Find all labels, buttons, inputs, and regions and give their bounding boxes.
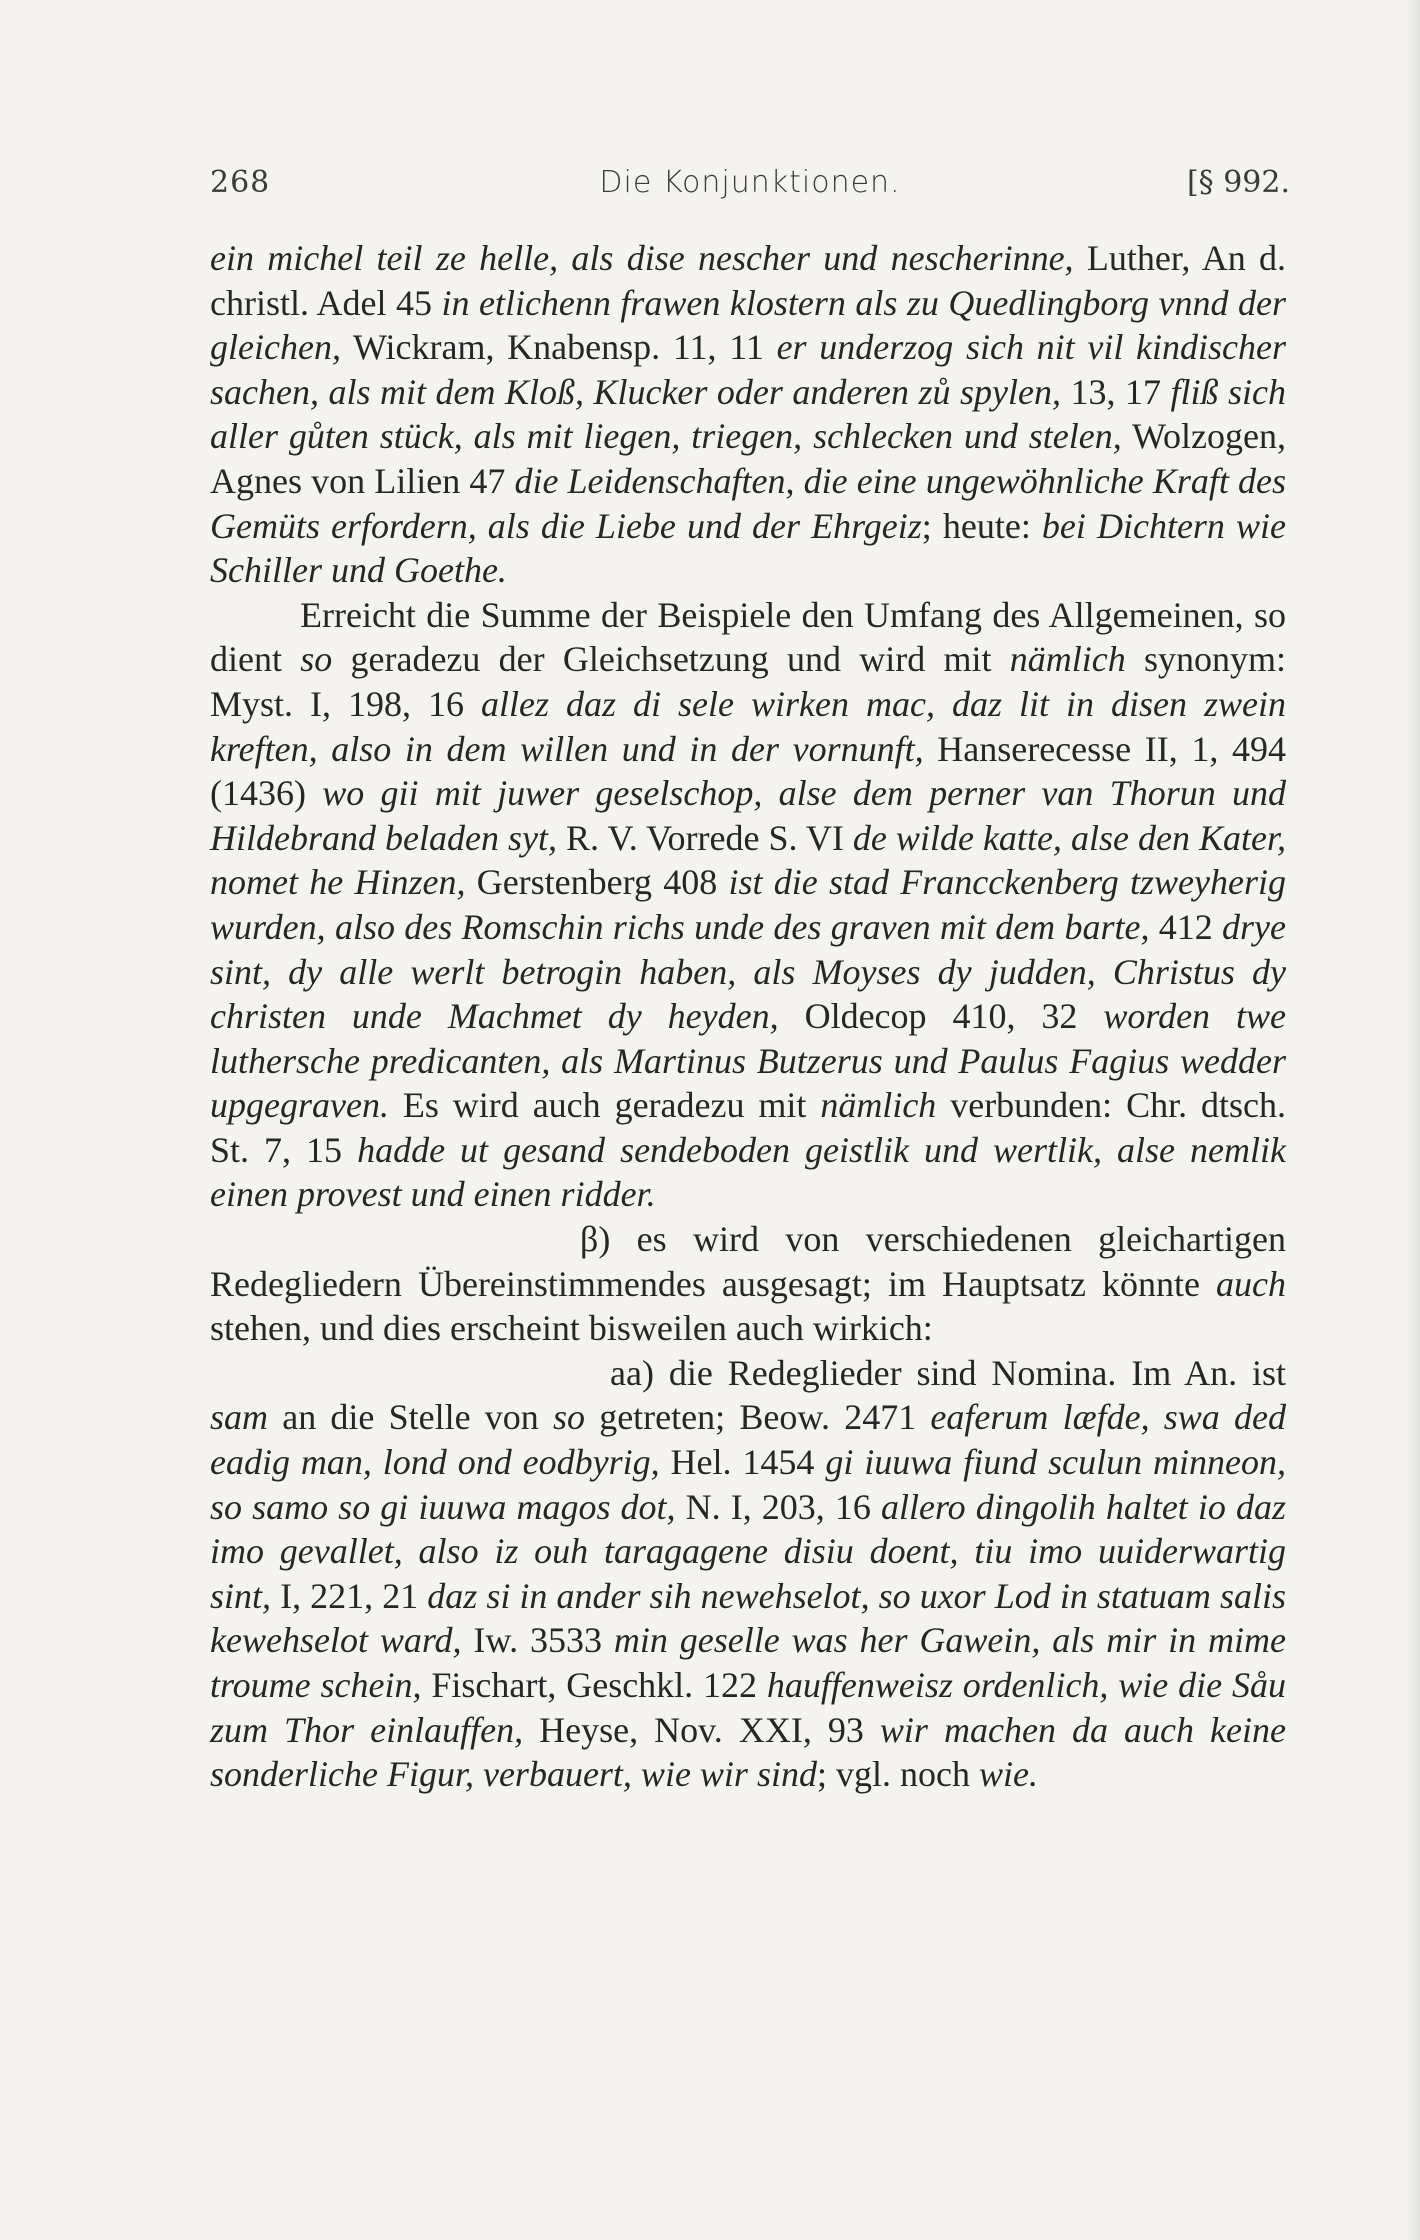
- italic-quote: ein michel teil ze helle, als dise nescher und nescherinne,: [210, 238, 1074, 278]
- body-text: [210, 236, 1286, 1797]
- reference-text: geradezu der Gleichsetzung und wird mit: [332, 639, 1010, 680]
- reference-text: Iw. 3533: [461, 1620, 614, 1661]
- italic-quote: er underzog sich nit vil kindischer sachen, als mit dem Kloß, Klucker oder anderen zů spylen,: [210, 327, 1286, 412]
- italic-quote: drye sint, dy alle werlt betrogin haben, als Moyses dy judden, Christus dy christen unde Machmet dy heyden,: [210, 906, 1287, 1037]
- italic-quote: eaferum læfde, swa ded eadig man, lond ond eodbyrig,: [210, 1397, 1286, 1483]
- italic-quote: min geselle was her Gawein, als mir in mime troume schein,: [210, 1620, 1287, 1705]
- italic-quote: gi iuuwa fiund sculun minneon, so samo so gi iuuwa magos dot,: [210, 1442, 1286, 1527]
- reference-text: Wolzogen, Agnes von Lilien 47: [210, 416, 1287, 501]
- italic-quote: hauffenweisz ordenlich, wie die Såu zum Thor einlauffen,: [210, 1665, 1286, 1750]
- italic-quote: bei Dichtern wie Schiller und Goethe.: [210, 505, 1286, 591]
- running-title: Die Konjunktionen.: [599, 165, 901, 200]
- italic-quote: fliß sich aller gůten stück, als mit liegen, triegen, schlecken und stelen,: [210, 371, 1287, 457]
- italic-quote: auch: [1216, 1263, 1286, 1304]
- italic-quote: die Leidenschaften, die eine ungewöhnliche Kraft des Gemüts erfordern, als die Liebe und der Ehrgeiz: [210, 460, 1286, 546]
- reference-text: N. I, 203, 16: [675, 1486, 881, 1527]
- reference-text: stehen, und dies erscheint bisweilen auch wirkich:: [210, 1308, 933, 1349]
- reference-text: verbunden: Chr. dtsch. St. 7, 15: [210, 1085, 1286, 1170]
- italic-quote: wie.: [978, 1754, 1038, 1795]
- reference-text: Luther, An d. christl. Adel 45: [210, 238, 1287, 323]
- page-number: 268: [210, 165, 271, 200]
- reference-text: ; heute:: [921, 505, 1042, 546]
- reference-text: synonym: Myst. I, 198, 16: [210, 639, 1287, 724]
- italic-quote: wo gii mit juwer geselschop, alse dem perner van Thorun und Hildebrand beladen syt,: [210, 773, 1286, 858]
- paragraph-examples: [210, 236, 1286, 593]
- reference-text: Hel. 1454: [659, 1442, 826, 1483]
- italic-quote: allero dingolih haltet io daz imo gevallet, also iz ouh taragagene disiu doent, tiu imo uuiderwartig sint,: [210, 1486, 1286, 1616]
- reference-text: Es wird auch geradezu mit: [388, 1085, 821, 1126]
- reference-text: Hanserecesse II, 1, 494 (1436): [210, 728, 1286, 814]
- italic-quote: sam: [210, 1397, 269, 1438]
- italic-quote: nämlich: [1009, 639, 1126, 680]
- reference-text: I, 221, 21: [271, 1575, 428, 1616]
- paragraph-aa: [210, 1351, 1286, 1797]
- reference-text: Heyse, Nov. XXI, 93: [523, 1709, 880, 1750]
- reference-text: 13, 17: [1061, 371, 1171, 412]
- paragraph-beta: [210, 1217, 1286, 1351]
- italic-quote: hadde ut gesand sendeboden geistlik und wertlik, alse nemlik einen provest und einen ridder.: [210, 1129, 1286, 1215]
- reference-text: an die Stelle von: [268, 1397, 553, 1438]
- page-edge-shadow: [1406, 0, 1420, 2240]
- running-header: [210, 165, 1290, 205]
- reference-text: R. V. Vorrede S. VI: [557, 817, 853, 858]
- reference-text: β) es wird von verschiedenen gleichartigen Redegliedern Übereinstimmendes ausgesagt; im Hauptsatz könnte: [210, 1219, 1286, 1304]
- italic-quote: nämlich: [820, 1085, 937, 1126]
- italic-quote: de wilde katte, alse den Kater, nomet he Hinzen,: [210, 817, 1286, 903]
- italic-quote: worden twe luthersche predicanten, als Martinus Butzerus und Paulus Fagius wedder upgegraven.: [210, 996, 1286, 1126]
- reference-text: Gerstenberg 408: [465, 862, 729, 903]
- italic-quote: wir machen da auch keine sonderliche Figur, verbauert, wie wir sind: [210, 1709, 1286, 1795]
- italic-quote: ist die stad Francckenberg tzweyherig wurden, also des Romschin richs unde des graven mit dem barte,: [210, 862, 1286, 947]
- reference-text: getreten; Beow. 2471: [585, 1397, 931, 1438]
- reference-text: Erreicht die Summe der Beispiele den Umfang des Allgemeinen, so dient: [210, 594, 1286, 680]
- italic-quote: so: [552, 1397, 585, 1438]
- section-number: [§ 992.: [1186, 165, 1290, 200]
- reference-text: 412: [1149, 906, 1223, 947]
- italic-quote: so: [300, 639, 333, 680]
- reference-text: aa) die Redeglieder sind Nomina. Im An. ist: [610, 1352, 1286, 1393]
- italic-quote: in etlichenn frawen klostern als zu Quedlingborg vnnd der gleichen,: [210, 282, 1286, 368]
- italic-quote: allez daz di sele wirken mac, daz lit in disen zwein kreften, also in dem willen und in der vornunft,: [210, 683, 1286, 769]
- italic-quote: daz si in ander sih newehselot, so uxor Lod in statuam salis kewehselot ward,: [210, 1575, 1286, 1661]
- reference-text: Wickram, Knabensp. 11, 11: [340, 327, 777, 368]
- reference-text: Fischart, Geschkl. 122: [421, 1665, 767, 1705]
- reference-text: ; vgl. noch: [816, 1754, 979, 1795]
- reference-text: Oldecop 410, 32: [778, 996, 1104, 1037]
- paragraph-summe: [210, 593, 1286, 1217]
